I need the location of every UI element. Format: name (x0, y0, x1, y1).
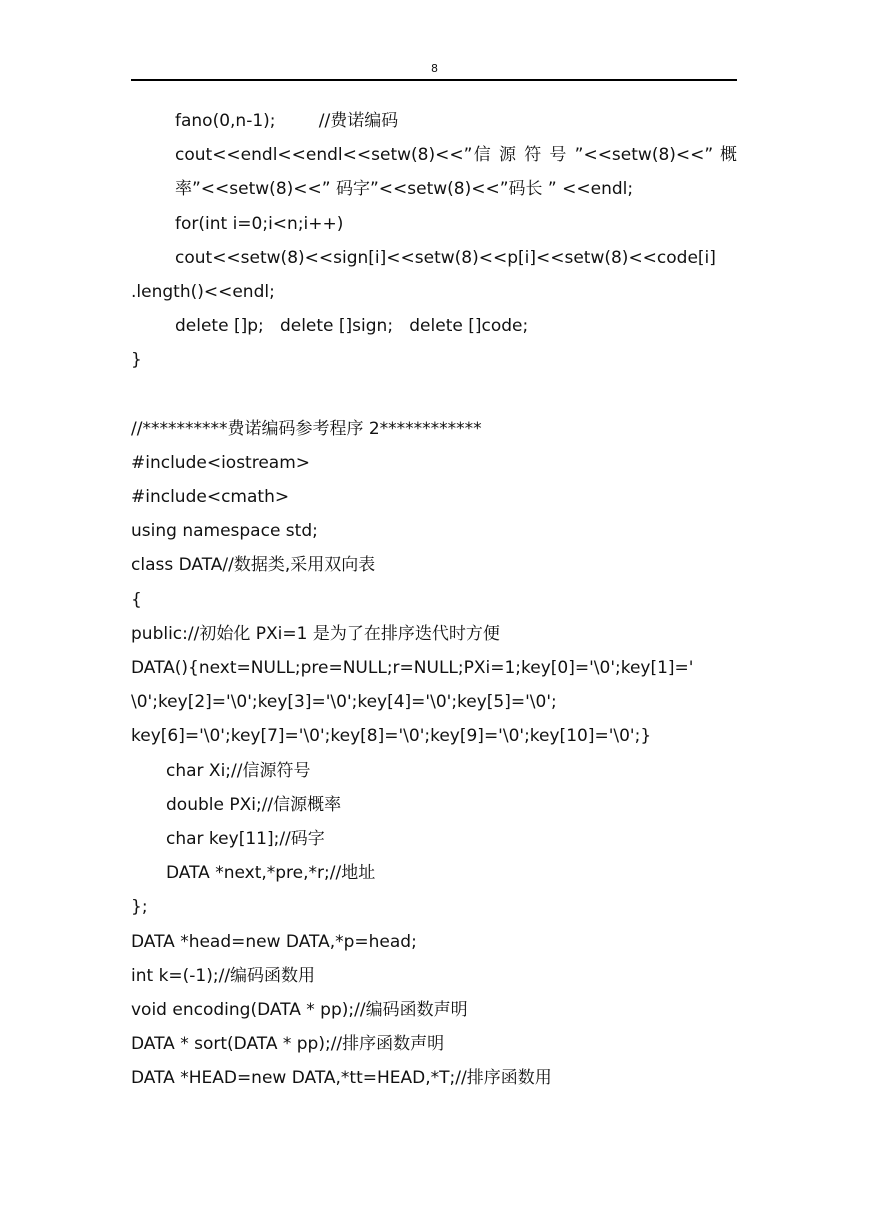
code-line: for(int i=0;i<n;i++) (175, 213, 344, 234)
code-line: public://初始化 PXi=1 是为了在排序迭代时方便 (131, 623, 500, 644)
code-line: delete []p; delete []sign; delete []code; (175, 316, 529, 337)
code-line: char key[11];//码字 (166, 828, 325, 849)
code-line: .length()<<endl; (131, 281, 275, 302)
code-line: key[6]='\0';key[7]='\0';key[8]='\0';key[9]='\0';key[10]='\0';} (131, 726, 652, 747)
code-line: double PXi;//信源概率 (166, 794, 342, 815)
code-line: int k=(-1);//编码函数用 (131, 965, 316, 986)
code-line: void encoding(DATA * pp);//编码函数声明 (131, 999, 468, 1020)
code-line: \0';key[2]='\0';key[3]='\0';key[4]='\0';key[5]='\0'; (131, 692, 557, 713)
code-line: using namespace std; (131, 521, 318, 542)
code-line: 率”<<setw(8)<<” 码字”<<setw(8)<<”码长 ” <<endl; (175, 179, 634, 200)
code-line: cout<<setw(8)<<sign[i]<<setw(8)<<p[i]<<setw(8)<<code[i] (175, 247, 716, 268)
blank-line (131, 378, 737, 412)
code-line: #include<cmath> (131, 487, 290, 508)
code-line: cout<<endl<<endl<<setw(8)<<”信 源 符 号 ”<<setw(8)<<” 概 (175, 145, 737, 166)
code-line: DATA *head=new DATA,*p=head; (131, 931, 417, 952)
page-number: 8 (431, 62, 438, 75)
code-line: #include<iostream> (131, 452, 311, 473)
code-line: class DATA//数据类,采用双向表 (131, 555, 376, 576)
code-line: } (131, 350, 142, 371)
code-line: DATA *HEAD=new DATA,*tt=HEAD,*T;//排序函数用 (131, 1068, 552, 1089)
code-line: DATA *next,*pre,*r;//地址 (166, 863, 376, 884)
code-line: char Xi;//信源符号 (166, 760, 311, 781)
code-line: { (131, 589, 142, 610)
document-body (131, 104, 737, 1095)
code-line: //**********费诺编码参考程序 2************ (131, 418, 482, 439)
code-line: }; (131, 897, 148, 918)
code-line: DATA(){next=NULL;pre=NULL;r=NULL;PXi=1;key[0]='\0';key[1]=' (131, 658, 694, 678)
header-rule (131, 79, 737, 81)
code-line: fano(0,n-1); //费诺编码 (175, 111, 399, 131)
code-line: DATA * sort(DATA * pp);//排序函数声明 (131, 1034, 445, 1055)
